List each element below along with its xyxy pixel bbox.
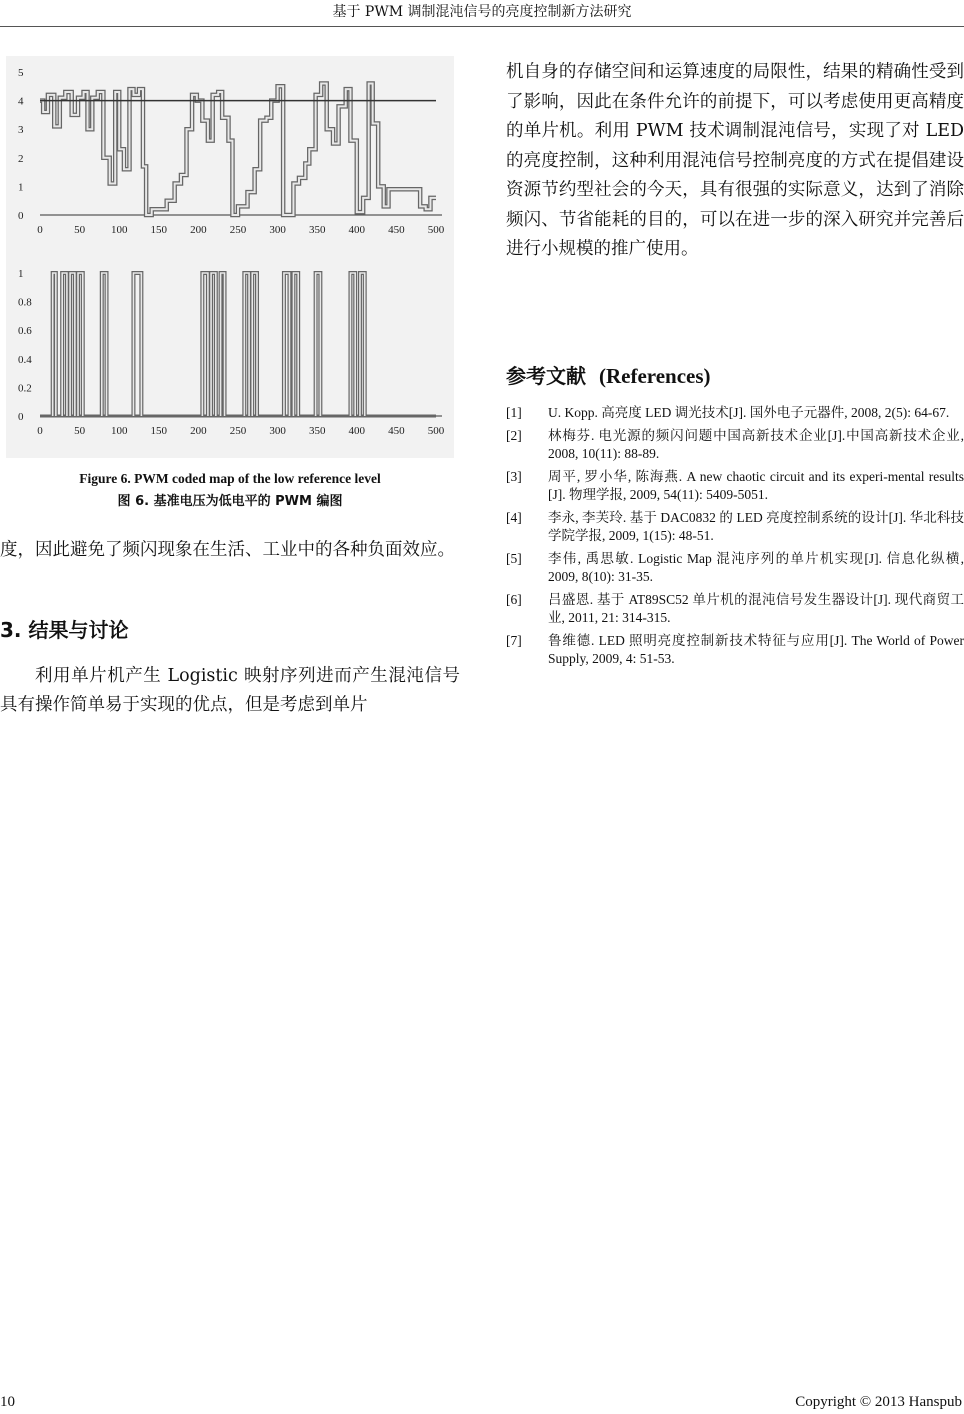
references-heading: [506, 360, 711, 389]
reference-text: 李永, 李芙玲. 基于 DAC0832 的 LED 亮度控制系统的设计[J]. 华北科技学院学报, 2009, 1(15): 48-51.: [548, 510, 964, 543]
reference-item: [506, 591, 964, 627]
running-header: [0, 0, 964, 27]
right-paragraph-1: 机自身的存储空间和运算速度的局限性，结果的精确性受到了影响，因此在条件允许的前提下，可以考虑使用更高精度的单片机。利用 PWM 技术调制混沌信号，实现了对 LED 的亮度控制，这种利用混沌信号控制亮度的方式在提倡建设资源节约型社会的今天，具有很强的实际意义，达到了消除频闪、节省能耗的目的，可以在进一步的深入研究并完善后进行小规模的推广使用。: [506, 62, 964, 259]
x-tick-label: 100: [110, 224, 128, 236]
references-list: [506, 404, 964, 673]
x-tick-label: 500: [427, 224, 445, 236]
figure-caption-en: Figure 6. PWM coded map of the low reference level: [79, 471, 381, 486]
y-tick-label: 2: [18, 152, 24, 165]
y-tick-label: 0.2: [18, 382, 32, 395]
y-tick-label: 1: [18, 268, 24, 280]
y-tick-label: 3: [18, 124, 24, 137]
y-tick-label: 0.6: [18, 325, 32, 338]
reference-number: [7]: [506, 633, 522, 648]
x-tick-label: 150: [150, 425, 168, 437]
reference-number: [1]: [506, 405, 522, 420]
running-header-title: 基于 PWM 调制混沌信号的亮度控制新方法研究: [332, 4, 632, 20]
x-tick-label: 300: [269, 425, 286, 437]
copyright: Copyright © 2013 Hanspub: [795, 1394, 962, 1410]
x-tick-label: 450: [388, 425, 405, 437]
x-tick-label: 0: [37, 425, 43, 437]
pwm-figure-svg: [6, 56, 454, 458]
x-tick-label: 150: [150, 224, 168, 236]
reference-item: [506, 404, 964, 422]
reference-number: [6]: [506, 592, 522, 607]
x-tick-label: 250: [229, 425, 247, 437]
x-tick-label: 100: [110, 425, 128, 437]
x-tick-label: 400: [348, 224, 366, 236]
y-tick-label: 0: [18, 210, 24, 222]
reference-text: 李伟, 禹思敏. Logistic Map 混沌序列的单片机实现[J]. 信息化纵横, 2009, 8(10): 31-35.: [548, 551, 964, 584]
figure-6: [6, 56, 454, 458]
reference-text: 周平, 罗小华, 陈海燕. A new chaotic circuit and its experi-mental results [J]. 物理学报, 2009, 54(11): 5409-5051.: [548, 469, 964, 502]
x-tick-label: 200: [190, 425, 207, 437]
y-tick-label: 0.4: [18, 353, 32, 366]
left-paragraph-2: 利用单片机产生 Logistic 映射序列进而产生混沌信号具有操作简单易于实现的优点，但是考虑到单片: [0, 666, 460, 715]
reference-item: [506, 427, 964, 463]
reference-text: U. Kopp. 高亮度 LED 调光技术[J]. 国外电子元器件, 2008, 2(5): 64-67.: [548, 405, 950, 420]
x-tick-label: 250: [229, 224, 247, 236]
y-tick-label: 5: [18, 67, 24, 79]
reference-item: [506, 632, 964, 668]
reference-item: [506, 550, 964, 586]
x-tick-label: 350: [308, 425, 326, 437]
x-tick-label: 300: [269, 224, 286, 236]
y-tick-label: 4: [18, 95, 24, 108]
reference-number: [4]: [506, 510, 522, 525]
y-tick-label: 1: [18, 181, 24, 194]
reference-item: [506, 509, 964, 545]
x-tick-label: 400: [348, 425, 366, 437]
x-tick-label: 50: [74, 224, 86, 236]
left-paragraph-1: 度，因此避免了频闪现象在生活、工业中的各种负面效应。: [0, 540, 455, 560]
reference-number: [2]: [506, 428, 522, 443]
references-heading-en: (References): [598, 364, 711, 388]
reference-text: 鲁维德. LED 照明亮度控制新技术特征与应用[J]. The World of Power Supply, 2009, 4: 51-53.: [548, 633, 964, 666]
x-tick-label: 50: [74, 425, 86, 437]
reference-number: [3]: [506, 469, 522, 484]
reference-text: 林梅芬. 电光源的频闪问题中国高新技术企业[J].中国高新技术企业, 2008, 10(11): 88-89.: [548, 428, 964, 461]
y-tick-label: 0: [18, 411, 24, 423]
figure-caption-zh: 图 6. 基准电压为低电平的 PWM 编图: [117, 494, 343, 509]
x-tick-label: 200: [190, 224, 207, 236]
x-tick-label: 450: [388, 224, 405, 236]
references-heading-zh: 参考文献: [506, 364, 586, 388]
reference-text: 吕盛恩. 基于 AT89SC52 单片机的混沌信号发生器设计[J]. 现代商贸工业, 2011, 21: 314-315.: [548, 592, 964, 625]
page-number: 10: [0, 1394, 15, 1410]
section-heading-results: 3. 结果与讨论: [0, 618, 129, 642]
reference-number: [5]: [506, 551, 522, 566]
x-tick-label: 0: [37, 224, 43, 236]
x-tick-label: 350: [308, 224, 326, 236]
reference-item: [506, 468, 964, 504]
x-tick-label: 500: [427, 425, 445, 437]
y-tick-label: 0.8: [18, 296, 32, 309]
